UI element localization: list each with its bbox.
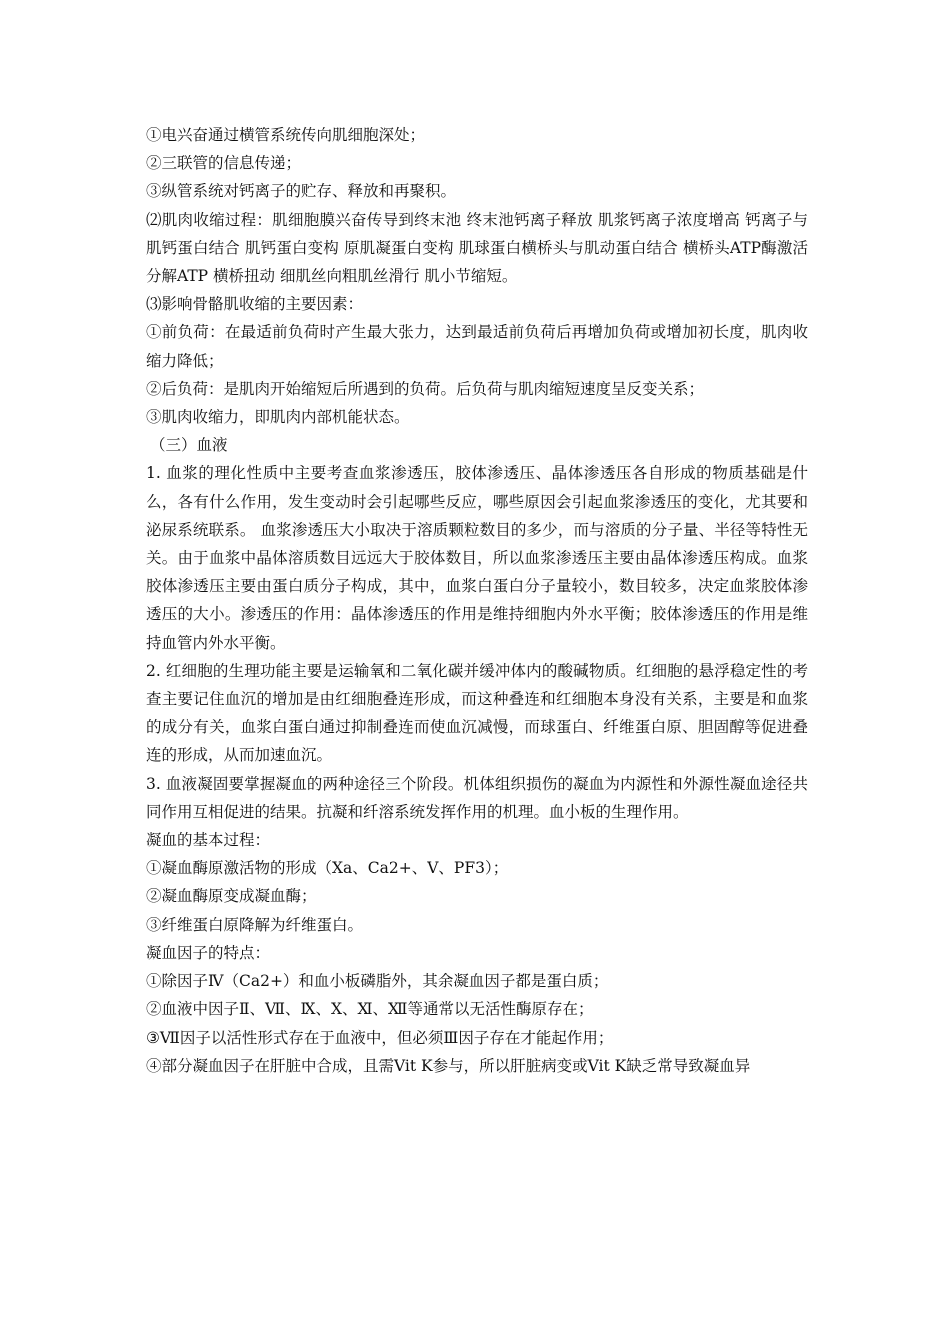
subheading-coagulation-factors: 凝血因子的特点： — [146, 943, 271, 962]
subheading-coagulation-process: 凝血的基本过程： — [146, 831, 271, 850]
text-line: ①除因子Ⅳ（Ca2+）和血小板磷脂外，其余凝血因子都是蛋白质； — [146, 972, 609, 991]
text-line: ①凝血酶原激活物的形成（Xa、Ca2+、V、PF3）； — [146, 859, 509, 878]
text-line: ①电兴奋通过横管系统传向肌细胞深处； — [146, 126, 426, 144]
text-line: ③Ⅶ因子以活性形式存在于血液中，但必须Ⅲ因子存在才能起作用； — [146, 1028, 614, 1047]
paragraph-afterload: ②后负荷：是肌肉开始缩短后所遇到的负荷。后负荷与肌肉缩短速度呈反变关系； — [146, 379, 705, 398]
text-line: ③纵管系统对钙离子的贮存、释放和再聚积。 — [146, 182, 457, 201]
section-heading-blood: （三）血液 — [150, 436, 228, 455]
paragraph-preload: ①前负荷：在最适前负荷时产生最大张力，达到最适前负荷后再增加负荷或增加初长度，肌肉收缩力降低； — [146, 323, 808, 370]
paragraph-contractility: ③肌肉收缩力，即肌肉内部机能状态。 — [146, 408, 410, 427]
text-line: ④部分凝血因子在肝脏中合成，且需Vit K参与，所以肝脏病变或Vit K缺乏常导致凝血异 — [146, 1056, 751, 1075]
text-line: ②凝血酶原变成凝血酶； — [146, 887, 317, 906]
paragraph-red-blood-cell: 2. 红细胞的生理功能主要是运输氧和二氧化碳并缓冲体内的酸碱物质。红细胞的悬浮稳定性的考查主要记住血沉的增加是由红细胞叠连形成，而这种叠连和红细胞本身没有关系，主要是和血浆的成分有关，血浆白蛋白通过抑制叠连而使血沉减慢，而球蛋白、纤维蛋白原、胆固醇等促进叠连的形成，从而加速血沉。 — [146, 661, 808, 765]
text-line: ②血液中因子Ⅱ、Ⅶ、Ⅸ、Ⅹ、Ⅺ、Ⅻ等通常以无活性酶原存在； — [146, 1000, 594, 1019]
paragraph-muscle-contraction: ⑵肌肉收缩过程：肌细胞膜兴奋传导到终末池 终末池钙离子释放 肌浆钙离子浓度增高 钙离子与肌钙蛋白结合 肌钙蛋白变构 原肌凝蛋白变构 肌球蛋白横桥头与肌动蛋白结合 横桥头ATP酶激活分解ATP 横桥扭动 细肌丝向粗肌丝滑行 肌小节缩短。 — [146, 210, 808, 286]
paragraph-plasma-osmotic: 1. 血浆的理化性质中主要考查血浆渗透压，胶体渗透压、晶体渗透压各自形成的物质基础是什么，各有什么作用，发生变动时会引起哪些反应，哪些原因会引起血浆渗透压的变化，尤其要和泌尿系统联系。 血浆渗透压大小取决于溶质颗粒数目的多少，而与溶质的分子量、半径等特性无关。由于血浆中晶体溶质数目远远大于胶体数目，所以血浆渗透压主要由晶体渗透压构成。血浆胶体渗透压主要由蛋白质分子构成，其中，血浆白蛋白分子量较小，数目较多，决定血浆胶体渗透压的大小。渗透压的作用：晶体渗透压的作用是维持细胞内外水平衡；胶体渗透压的作用是维持血管内外水平衡。 — [146, 464, 808, 652]
subheading-factors: ⑶影响骨骼肌收缩的主要因素： — [146, 295, 364, 314]
text-line: ③纤维蛋白原降解为纤维蛋白。 — [146, 915, 364, 934]
document-page — [146, 121, 808, 1080]
paragraph-coagulation: 3. 血液凝固要掌握凝血的两种途径三个阶段。机体组织损伤的凝血为内源性和外源性凝血途径共同作用互相促进的结果。抗凝和纤溶系统发挥作用的机理。血小板的生理作用。 — [146, 774, 808, 821]
text-line: ②三联管的信息传递； — [146, 154, 302, 173]
